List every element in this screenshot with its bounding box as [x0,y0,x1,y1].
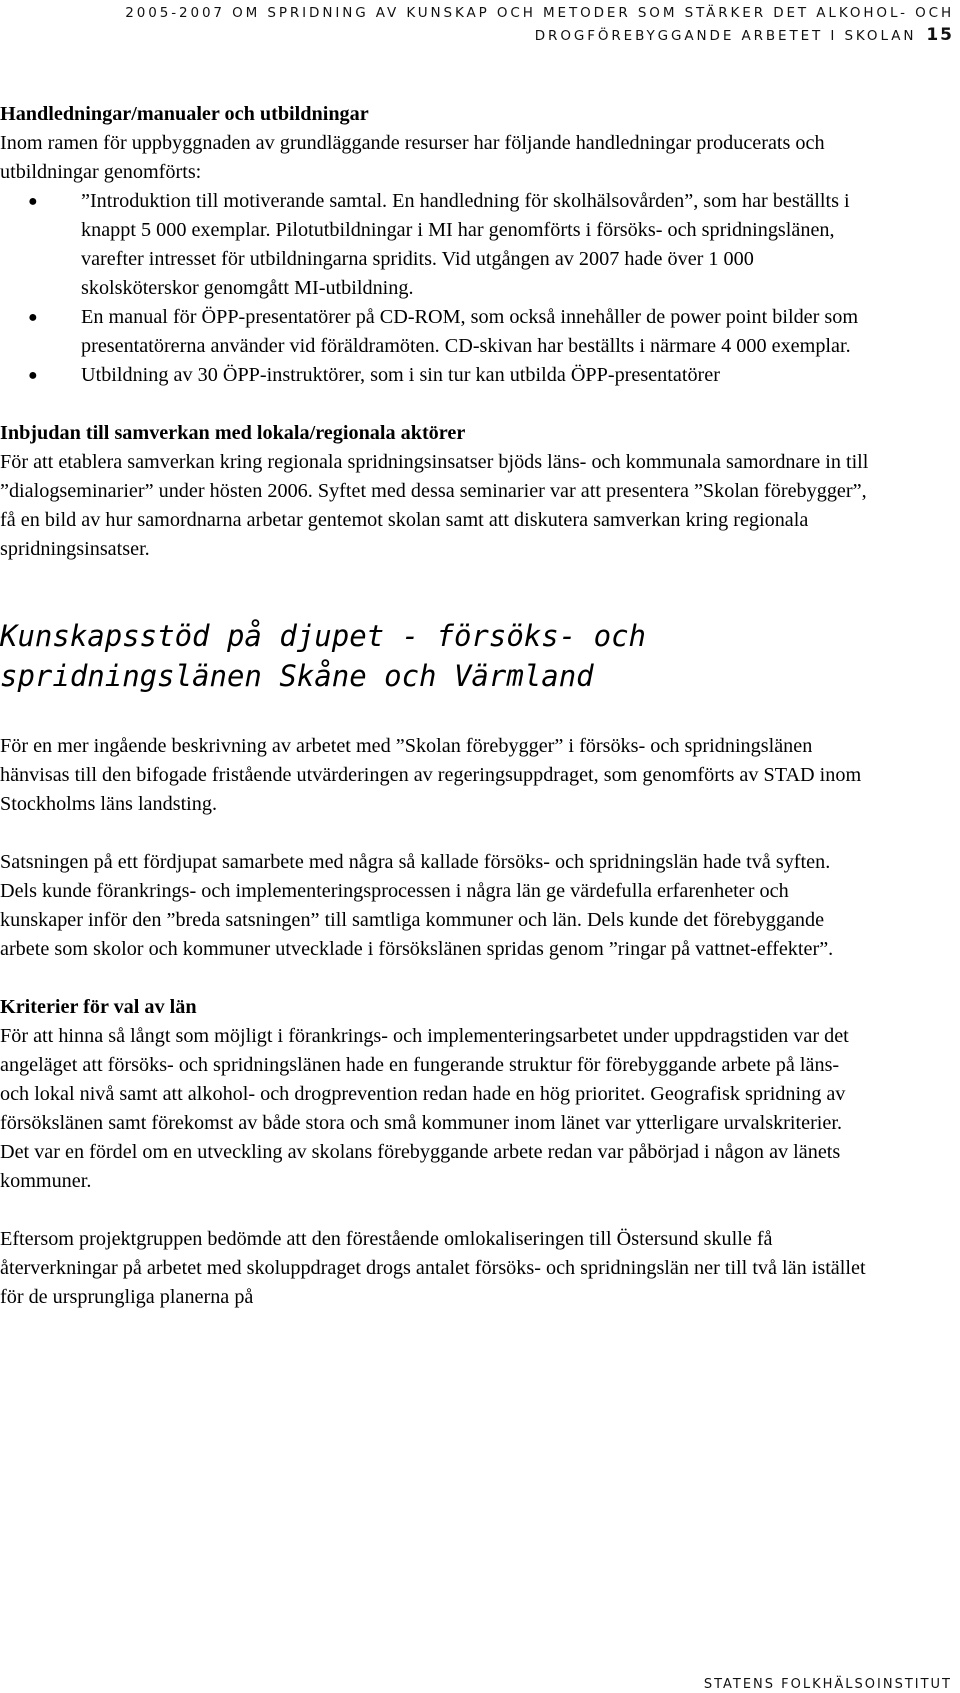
section-heading-handledningar: Handledningar/manualer och utbildningar [0,103,369,125]
page-footer: STATENS FOLKHÄLSOINSTITUT [703,1677,952,1692]
body-paragraph: Satsningen på ett fördjupat samarbete med några så kallade försöks- och spridningslän hade två syften. Dels kunde förankrings- och implementeringsprocessen i några län ge värdefulla erfarenheter och kunskaper inför den ”breda satsningen” till samtliga kommuner och län. Dels kunde det förebyggande arbete som skolor och kommuner utvecklade i försökslänen spridas genom ”ringar på vattnet-effekter”. [0,851,834,960]
list-item [0,361,870,390]
header-title: 2005-2007 OM SPRIDNING AV KUNSKAP OCH METODER SOM STÄRKER DET ALKOHOL- OCH DROGFÖREBYGGANDE ARBETET I SKOLAN [125,5,954,44]
body-paragraph: Eftersom projektgruppen bedömde att den förestående omlokaliseringen till Östersund skulle få återverkningar på arbetet med skoluppdraget drogs antalet försöks- och spridningslän ner till två län istället för de ursprungliga planerna på [0,1228,866,1308]
spacer [0,819,870,848]
section-intro-paragraph: Inom ramen för uppbyggnaden av grundläggande resurser har följande handledningar producerats och utbildningar genomförts: [0,132,825,183]
bullet-icon: ● [28,367,38,384]
list-item-text: ”Introduktion till motiverande samtal. En handledning för skolhälsovården”, som har beställts i knappt 5 000 exemplar. Pilotutbildningar i MI har genomförts i försöks- och spridningslänen, varefter intresset för utbildningarna spridits. Vid utgången av 2007 hade över 1 000 skolsköterskor genomgått MI-utbildning. [81,190,850,299]
spacer [0,390,870,419]
document-body [0,100,870,1312]
body-paragraph: För en mer ingående beskrivning av arbetet med ”Skolan förebygger” i försöks- och spridningslänen hänvisas till den bifogade fristående utvärderingen av regeringsuppdraget, som genomförts av STAD inom Stockholms läns landsting. [0,735,862,815]
body-paragraph: För att hinna så långt som möjligt i förankrings- och implementeringsarbetet under uppdragstiden var det angeläget att försöks- och spridningslänen hade en fungerande struktur för förebyggande arbete på läns- och lokal nivå samt att alkohol- och drogprevention redan hade en hög prioritet. Geografisk spridning av försökslänen samt förekomst av både stora och små kommuner inom länet var ytterligare urvalskriterier. Det var en fördel om en utveckling av skolans förebyggande arbete redan var påbörjad i någon av länets kommuner. [0,1025,849,1192]
spacer [0,696,870,732]
bullet-icon: ● [28,193,38,210]
running-header [94,2,954,47]
spacer [0,964,870,993]
list-item [0,187,870,303]
list-item-text: Utbildning av 30 ÖPP-instruktörer, som i sin tur kan utbilda ÖPP-presentatörer [81,364,720,386]
section-heading-inbjudan: Inbjudan till samverkan med lokala/regionala aktörer [0,422,466,444]
spacer [0,564,870,616]
list-item [0,303,870,361]
list-item-text: En manual för ÖPP-presentatörer på CD-ROM, som också innehåller de power point bilder som presentatörerna använder vid föräldramöten. CD-skivan har beställts i närmare 4 000 exemplar. [81,306,859,357]
section-body-paragraph: För att etablera samverkan kring regionala spridningsinsatser bjöds läns- och kommunala samordnare in till ”dialogseminarier” under hösten 2006. Syftet med dessa seminarier var att presentera ”Skolan förebygger”, få en bild av hur samordnarna arbetar gentemot skolan samt att diskutera samverkan kring regionala spridningsinsatser. [0,451,869,560]
section-heading-kriterier: Kriterier för val av län [0,996,197,1018]
bullet-list [0,187,870,390]
page-number: 15 [926,25,954,45]
bullet-icon: ● [28,309,38,326]
section-title-kunskapsstod: Kunskapsstöd på djupet - försöks- och spridningslänen Skåne och Värmland [0,619,647,693]
spacer [0,1196,870,1225]
